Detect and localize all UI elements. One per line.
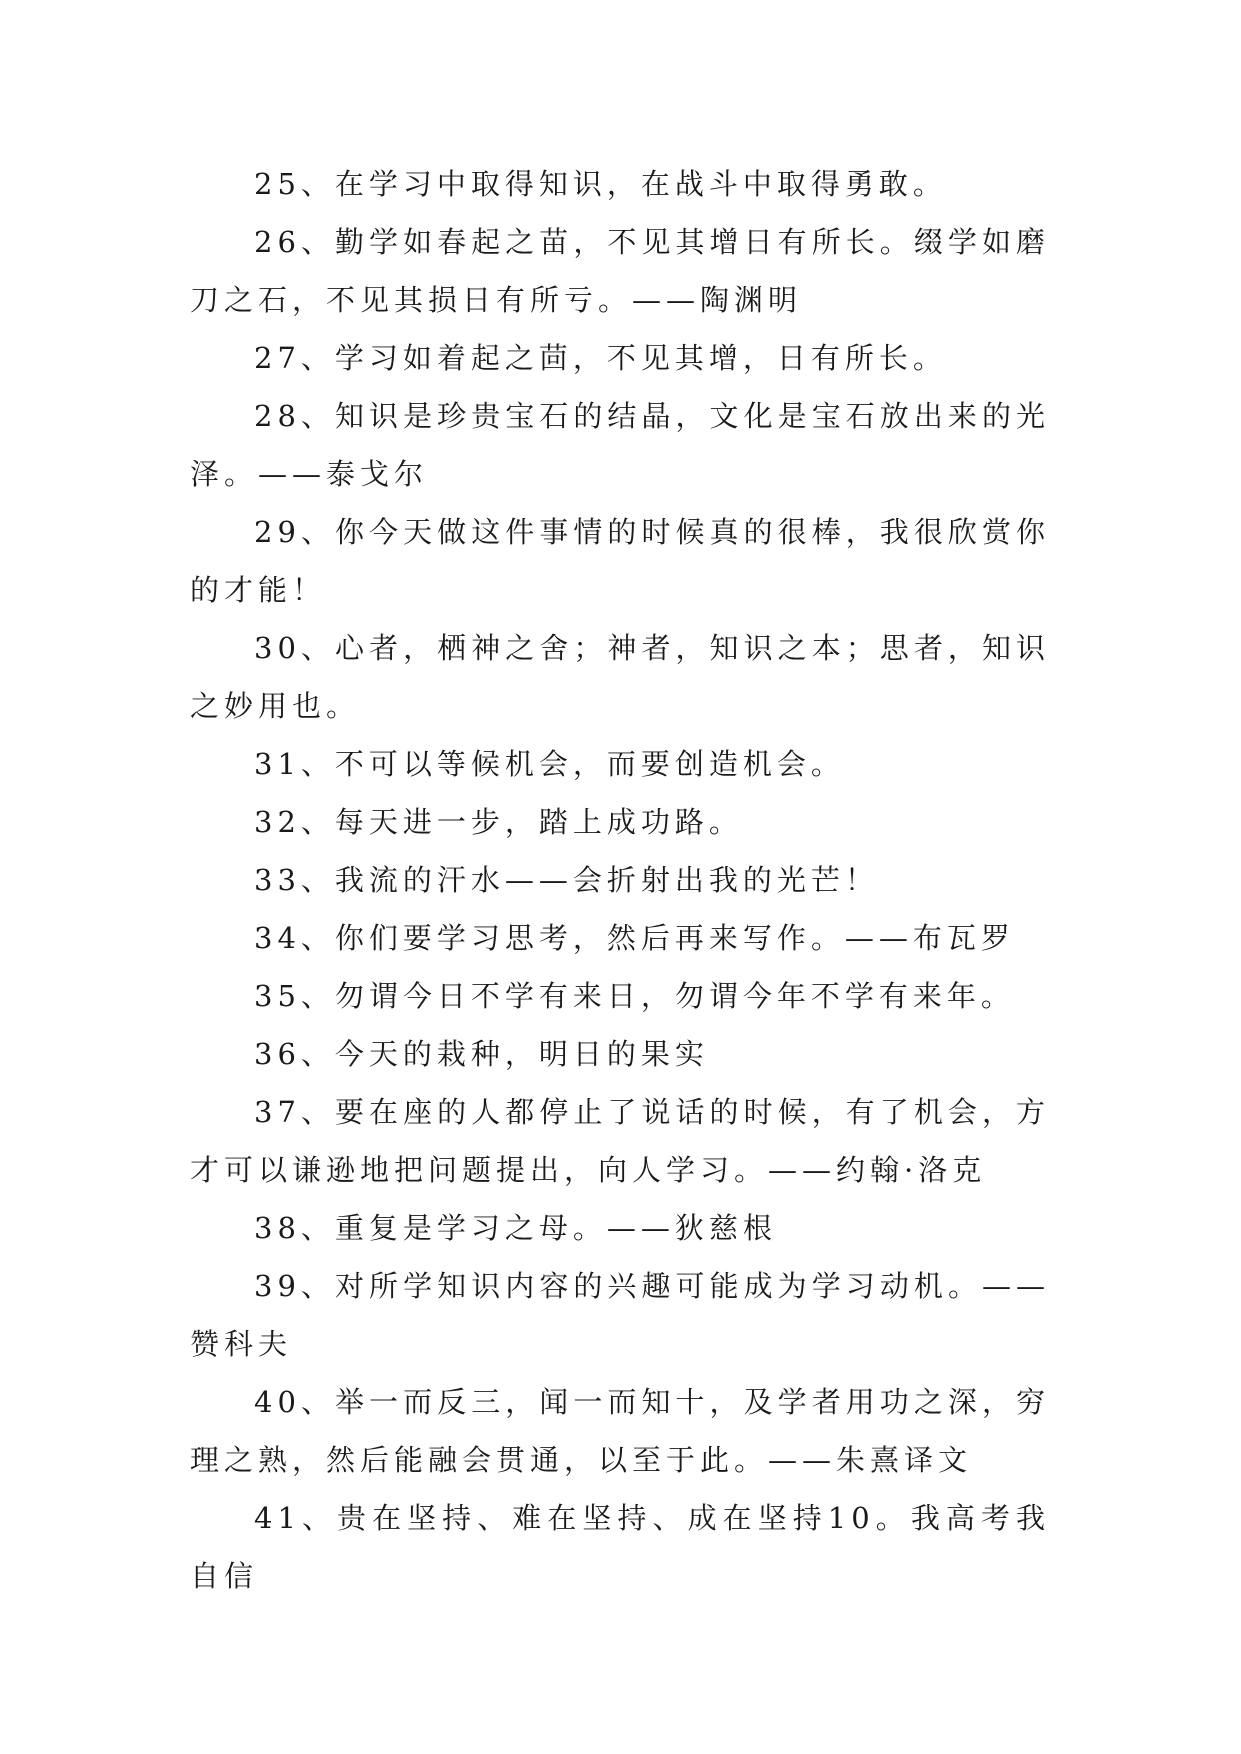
paragraph-25: 25、在学习中取得知识，在战斗中取得勇敢。 [254,167,947,201]
paragraph-36: 36、今天的栽种，明日的果实 [254,1037,709,1071]
paragraph-30: 30、心者，栖神之舍；神者，知识之本；思者，知识之妙用也。 [190,631,1050,723]
paragraph-41: 41、贵在坚持、难在坚持、成在坚持10。我高考我自信 [190,1501,1050,1593]
paragraph-26: 26、勤学如春起之苗，不见其增日有所长。缀学如磨刀之石，不见其损日有所亏。——陶渊明 [190,225,1050,317]
paragraph-35: 35、勿谓今日不学有来日，勿谓今年不学有来年。 [254,979,1015,1013]
paragraph-39: 39、对所学知识内容的兴趣可能成为学习动机。——赞科夫 [190,1269,1050,1361]
paragraph-37: 37、要在座的人都停止了说话的时候，有了机会，方才可以谦逊地把问题提出，向人学习。——约翰·洛克 [190,1095,1050,1187]
paragraph-27: 27、学习如着起之茴，不见其增，日有所长。 [254,341,947,375]
paragraph-33: 33、我流的汗水——会折射出我的光芒！ [254,863,879,897]
paragraph-38: 38、重复是学习之母。——狄慈根 [254,1211,777,1245]
paragraph-29: 29、你今天做这件事情的时候真的很棒，我很欣赏你的才能！ [190,515,1050,607]
paragraph-32: 32、每天进一步，踏上成功路。 [254,805,743,839]
paragraph-28: 28、知识是珍贵宝石的结晶，文化是宝石放出来的光泽。——泰戈尔 [190,399,1050,491]
paragraph-34: 34、你们要学习思考，然后再来写作。——布瓦罗 [254,921,1015,955]
paragraph-31: 31、不可以等候机会，而要创造机会。 [254,747,845,781]
document-body [190,155,1050,1605]
paragraph-40: 40、举一而反三，闻一而知十，及学者用功之深，穷理之熟，然后能融会贯通，以至于此。——朱熹译文 [190,1385,1050,1477]
